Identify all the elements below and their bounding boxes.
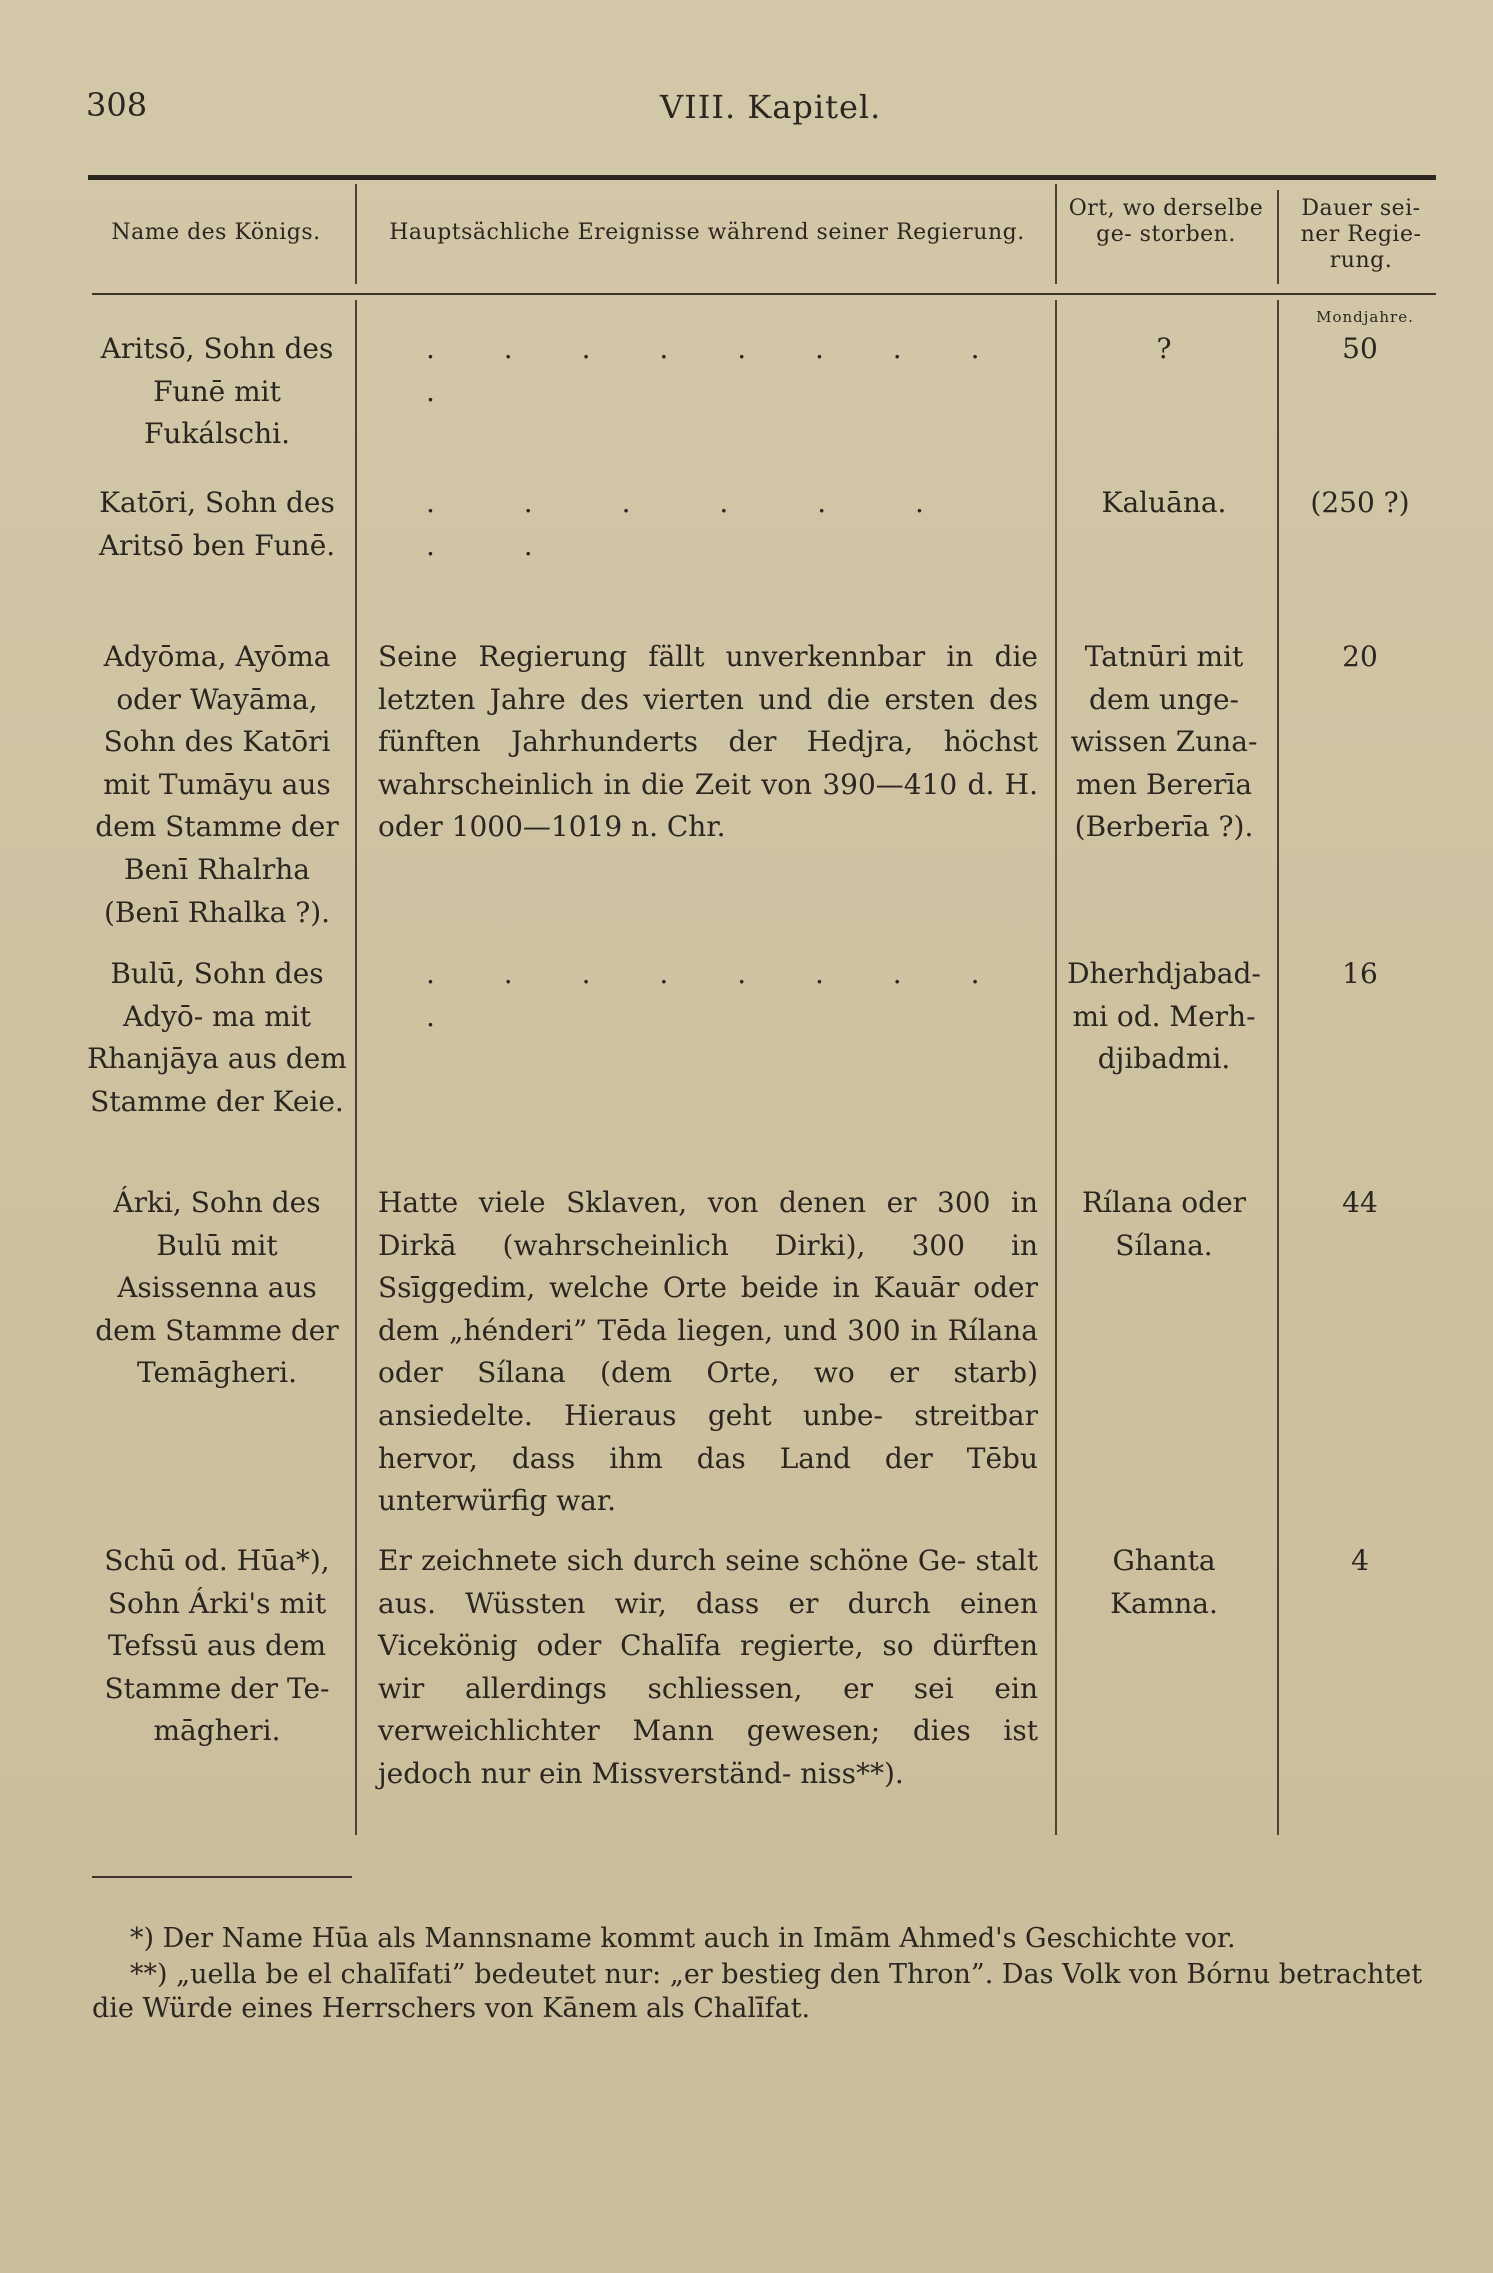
row-5-events: Hatte viele Sklaven, von denen er 300 in Dirkā (wahrscheinlich Dirki), 300 in Ssīggedim, welche Orte beide in Kauār oder dem „hénderi” Tēda liegen, und 300 in Rílana oder Sílana (dem Orte, wo er starb) ansiedelte. Hieraus geht unbe- streitbar hervor, dass ihm das Land der Tēbu unterwürfig war. bbox=[378, 1186, 1038, 1518]
row-5-place: Rílana oder Sílana. bbox=[1081, 1186, 1247, 1262]
column-divider bbox=[1277, 300, 1279, 1835]
footnote-rule bbox=[92, 1876, 352, 1878]
column-divider bbox=[1277, 190, 1279, 284]
row-2-events: . . . . . . . . bbox=[426, 486, 964, 562]
table-top-rule bbox=[88, 175, 1436, 180]
row-5-duration: 44 bbox=[1342, 1186, 1378, 1219]
column-divider bbox=[355, 300, 357, 1835]
row-2-place: Kaluāna. bbox=[1101, 486, 1227, 519]
row-3-events: Seine Regierung fällt unverkennbar in die letzten Jahre des vierten und die ersten des fünften Jahrhunderts der Hedjra, höchst wahrscheinlich in die Zeit von 390—410 d. H. oder 1000—1019 n. Chr. bbox=[378, 640, 1038, 844]
row-1-place: ? bbox=[1156, 332, 1172, 365]
column-divider bbox=[1055, 184, 1057, 284]
running-head: VIII. Kapitel. bbox=[660, 88, 882, 126]
row-3-place: Tatnūri mit dem unge- wissen Zuna- men Bererīa (Berberīa ?). bbox=[1070, 640, 1258, 844]
row-4-name: Bulū, Sohn des Adyō- ma mit Rhanjāya aus dem Stamme der Keie. bbox=[87, 957, 347, 1118]
row-5-name: Árki, Sohn des Bulū mit Asissenna aus dem Stamme der Temāgheri. bbox=[95, 1186, 339, 1390]
row-4-place: Dherhdjabad- mi od. Merh- djibadmi. bbox=[1067, 957, 1261, 1076]
row-1-events: . . . . . . . . . bbox=[426, 332, 1010, 408]
row-6-events: Er zeichnete sich durch seine schöne Ge- stalt aus. Wüssten wir, dass er durch einen Vicekönig oder Chalīfa regierte, so dürften wir allerdings schliessen, er sei ein verweichlichter Mann gewesen; dies ist jedoch nur ein Missverständ- niss**). bbox=[378, 1544, 1038, 1790]
column-divider bbox=[1055, 300, 1057, 1835]
header-name: Name des Königs. bbox=[111, 220, 321, 245]
row-3-duration: 20 bbox=[1342, 640, 1378, 673]
row-1-duration: 50 bbox=[1342, 332, 1378, 365]
row-2-duration: (250 ?) bbox=[1310, 486, 1410, 519]
row-6-place: Ghanta Kamna. bbox=[1110, 1544, 1218, 1620]
row-6-duration: 4 bbox=[1351, 1544, 1369, 1577]
column-divider bbox=[355, 184, 357, 284]
row-6-name: Schū od. Hūa*), Sohn Árki's mit Tefssū aus dem Stamme der Te- māgheri. bbox=[104, 1544, 330, 1748]
footnote-2: **) „uella be el chalīfati” bedeutet nur: „er bestieg den Thron”. Das Volk von Bórnu betrachtet die Würde eines Herrschers von Kānem als Chalīfat. bbox=[92, 1959, 1423, 2024]
row-2-name: Katōri, Sohn des Aritsō ben Funē. bbox=[98, 486, 336, 562]
header-duration: Dauer sei- ner Regie- rung. bbox=[1300, 196, 1422, 273]
row-4-duration: 16 bbox=[1342, 957, 1378, 990]
header-place: Ort, wo derselbe ge- storben. bbox=[1068, 196, 1264, 247]
row-4-events: . . . . . . . . . bbox=[426, 957, 1010, 1033]
row-3-name: Adyōma, Ayōma oder Wayāma, Sohn des Katōri mit Tumāyu aus dem Stamme der Benī Rhalrha (Benī Rhalka ?). bbox=[95, 640, 339, 929]
header-events: Hauptsächliche Ereignisse während seiner Regierung. bbox=[389, 220, 1025, 245]
header-bottom-rule bbox=[92, 293, 1436, 295]
row-1-name: Aritsō, Sohn des Funē mit Fukálschi. bbox=[100, 332, 334, 451]
footnote-1: *) Der Name Hūa als Mannsname kommt auch in Imām Ahmed's Geschichte vor. bbox=[130, 1923, 1236, 1954]
duration-unit-label: Mondjahre. bbox=[1316, 308, 1414, 326]
page-number: 308 bbox=[86, 86, 148, 124]
